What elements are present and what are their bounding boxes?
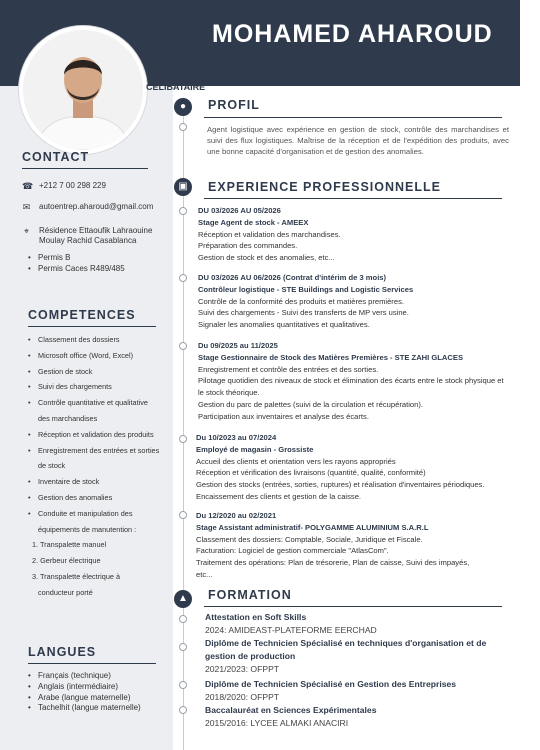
skill-item: • Classement des dossiers [26,332,172,348]
job-title: Stage Assistant administratif- POLYGAMME ALUMINIUM S.A.R.L [196,522,429,532]
email-icon: ✉ [22,202,31,212]
job-date: DU 03/2026 AU 05/2026 [198,206,281,215]
contact-address [22,226,152,246]
timeline-dot [179,207,187,215]
equipment-item: 1. Transpalette manuel [32,540,107,550]
graduation-cap-icon: ▲ [174,590,192,608]
job-line: Participation aux inventaires et analyse des écarts. [198,411,369,421]
phone-icon: ☎ [22,181,34,191]
profil-text: Agent logistique avec expérience en gestion de stock, contrôle des marchandises et suivi des flux logistiques. Maîtrise de la réception et de l'expédition des produits, avec une bonne capacité d'organisation et de gestion des anomalies. [207,125,509,156]
experience-title: EXPERIENCE PROFESSIONNELLE [208,180,441,194]
marital-status: CÉLIBATAIRE [146,82,206,92]
job-entry [196,432,531,503]
formation-entry [205,637,505,676]
formation-detail: 2015/2016: LYCEE ALMAKI ANACIRI [205,718,349,728]
equipment-item: 3. Transpalette électrique à [32,571,121,581]
job-date: Du 09/2025 au 11/2025 [198,341,278,350]
skill-item: • Conduite et manipulation des [26,506,172,522]
skill-item-cont: des marchandises [38,413,98,423]
formation-degree: Attestation en Soft Skills [205,612,307,622]
job-date: DU 03/2026 AU 06/2026 (Contrat d'intérim de 3 mois) [198,273,387,282]
job-entry [198,340,510,423]
job-date: Du 12/2020 au 02/2021 [196,511,277,520]
job-line: Encaissement des clients et gestion de la caisse. [196,491,362,501]
formation-rule [204,606,502,607]
formation-degree: Diplôme de Technicien Spécialisé en techniques d'organisation et de gestion de production [205,638,487,661]
timeline-dot [179,342,187,350]
competences-rule [28,326,156,327]
location-pin-icon: ⌖ [23,226,30,236]
profile-photo [19,26,147,154]
timeline-dot [179,681,187,689]
timeline-dot [179,123,187,131]
skill-item: • Inventaire de stock [26,474,172,490]
job-line: Réception et validation des marchandises. [198,229,341,239]
formation-degree: Baccalauréat en Sciences Expérimentales [205,705,377,715]
contact-email[interactable] [22,202,153,213]
langues-rule [28,663,156,664]
job-line: Contrôle de la conformité des produits et matières premières. [198,296,404,306]
job-line: Signaler les anomalies quantitatives et qualitatives. [198,320,370,330]
job-line: Gestion du parc de palettes (suivi de la circulation et récupération). [198,399,423,409]
skill-item: • Contrôle quantitative et qualitative [26,395,172,411]
permit-item: • Permis B [26,253,125,264]
skill-item: • Microsoft office (Word, Excel) [26,348,172,364]
job-line: Pilotage quotidien des niveaux de stock et élimination des écarts entre le stock physique et le stock théorique. [198,376,504,398]
job-title: Stage Agent de stock - AMEEX [198,217,309,227]
email-value: autoentrep.aharoud@gmail.com [39,202,154,211]
formation-detail: 2024: AMIDEAST-PLATEFORME EERCHAD [205,625,377,635]
job-entry [196,510,481,581]
language-item: • Français (technique) [26,671,141,682]
formation-title: FORMATION [208,588,292,602]
permit-item: • Permis Caces R489/485 [26,264,125,275]
langues-title: LANGUES [28,645,97,659]
language-item: • Arabe (langue maternelle) [26,693,141,704]
timeline-dot [179,706,187,714]
equipment-item: 2. Gerbeur électrique [32,556,101,566]
contact-rule [22,168,148,169]
formation-detail: 2018/2020: OFPPT [205,692,280,702]
skill-item: • Suivi des chargements [26,379,172,395]
langues-list [26,671,141,714]
language-item: • Tachelhit (langue maternelle) [26,703,141,714]
phone-value: +212 7 00 298 229 [39,181,106,190]
experience-rule [204,198,502,199]
job-title: Employé de magasin - Grossiste [196,444,314,454]
briefcase-icon: ▣ [174,178,192,196]
address-line1: Résidence Ettaoufik Lahraouine [39,226,153,235]
profil-rule [204,117,502,118]
skill-item: • Réception et validation des produits [26,427,172,443]
timeline-dot [179,615,187,623]
timeline-dot [179,643,187,651]
competences-title: COMPETENCES [28,308,136,322]
profil-title: PROFIL [208,98,260,112]
job-line: Accueil des clients et orientation vers les rayons appropriés [196,456,396,466]
timeline-dot [179,511,187,519]
skill-item: • Gestion de stock [26,364,172,380]
job-title: Stage Gestionnaire de Stock des Matières Premières - STE ZAHI GLACES [198,352,464,362]
skill-item: • Gestion des anomalies [26,490,172,506]
address-line2: Moulay Rachid Casablanca [39,236,137,245]
formation-entry [205,678,525,704]
right-margin [520,0,540,750]
job-line: Classement des dossiers: Comptable, Sociale, Juridique et Fiscale. [196,534,423,544]
formation-entry [205,704,525,730]
permits-list [26,253,125,274]
job-line: Réception et vérification des livraisons (quantité, qualité, conformité) [196,468,426,478]
competences-list [26,332,172,601]
skill-item-cont: de stock [38,461,66,471]
language-item: • Anglais (intermédiaire) [26,682,141,693]
contact-title: CONTACT [22,150,90,164]
job-line: Gestion de stock et des anomalies, etc... [198,253,335,263]
job-line: Facturation: Logiciel de gestion commerciale "AtlasCom". [196,546,389,556]
skill-item: • Enregistrement des entrées et sorties [26,443,172,459]
formation-entry [205,611,525,637]
skill-item-cont: conducteur porté [38,587,93,597]
job-line: Suivi des chargements - Suivi des transferts de MP vers usine. [198,308,409,318]
timeline-dot [179,274,187,282]
timeline-line [183,103,184,750]
job-entry [198,205,533,264]
job-title: Contrôleur logistique - STE Buildings and Logistic Services [198,284,414,294]
person-icon: ● [174,98,192,116]
formation-detail: 2021/2023: OFPPT [205,664,280,674]
job-line: Préparation des commandes. [198,241,298,251]
formation-degree: Diplôme de Technicien Spécialisé en Gestion des Entreprises [205,679,457,689]
job-line: Enregistrement et contrôle des entrées et des sorties. [198,364,379,374]
job-date: Du 10/2023 au 07/2024 [196,433,277,442]
job-line: Traitement des opérations: Plan de trésorerie, Plan de caisse, Suivi des impayés, etc... [196,558,470,579]
job-entry [198,272,533,331]
candidate-name: MOHAMED AHAROUD [212,20,493,48]
job-line: Gestion des stocks (entrées, sorties, ruptures) et réalisation d'inventaires périodiques. [196,480,485,490]
skill-item-cont: équipements de manutention : [38,524,137,534]
contact-phone[interactable] [22,181,106,192]
timeline-dot [179,435,187,443]
